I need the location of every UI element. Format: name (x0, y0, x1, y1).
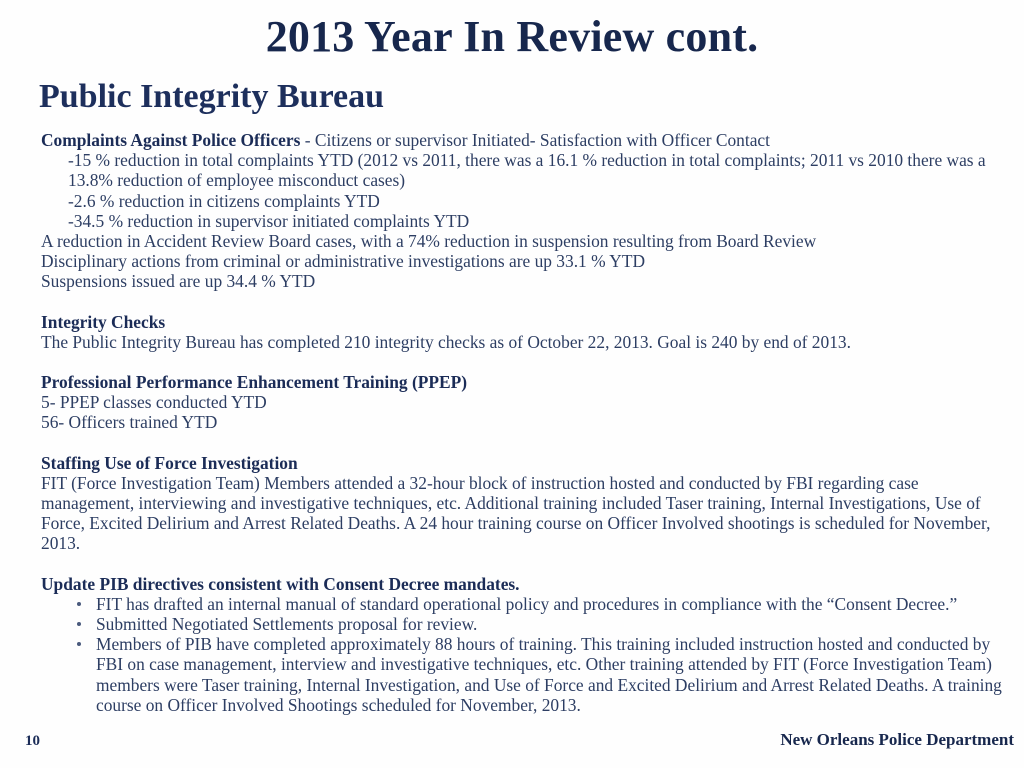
bullet-dot-icon (77, 622, 81, 626)
list-item-text: Submitted Negotiated Settlements proposal for review. (96, 614, 478, 635)
ppep-classes-line: 5- PPEP classes conducted YTD (41, 392, 267, 413)
accident-review-board-line: A reduction in Accident Review Board cases, with a 74% reduction in suspension resulting from Board Review (41, 231, 817, 252)
list-item-text: FIT has drafted an internal manual of standard operational policy and procedures in compliance with the “Consent Decree.” (96, 593, 958, 614)
suspensions-issued-line: Suspensions issued are up 34.4 % YTD (41, 271, 316, 292)
complaints-sub-line-2: -2.6 % reduction in citizens complaints YTD (68, 190, 380, 211)
complaints-heading-tail: - Citizens or supervisor Initiated- Satisfaction with Officer Contact (300, 130, 770, 150)
spacer-3 (41, 433, 1003, 453)
department-footer: New Orleans Police Department (780, 730, 1014, 749)
complaints-heading: Complaints Against Police Officers (41, 130, 301, 150)
slide-subtitle: Public Integrity Bureau (39, 78, 385, 115)
bullet-dot-icon (77, 602, 81, 606)
integrity-checks-heading: Integrity Checks (41, 311, 166, 332)
spacer-4 (41, 554, 1003, 574)
ppep-officers-line: 56- Officers trained YTD (41, 412, 218, 433)
complaints-sub-line-3: -34.5 % reduction in supervisor initiated complaints YTD (68, 210, 470, 231)
list-item (73, 614, 1003, 634)
directives-heading: Update PIB directives consistent with Consent Decree mandates. (41, 573, 520, 594)
ppep-heading: Professional Performance Enhancement Training (PPEP) (41, 372, 468, 393)
complaints-heading-line (41, 130, 1003, 150)
integrity-checks-line: The Public Integrity Bureau has completed 210 integrity checks as of October 22, 2013. Goal is 240 by end of 2013. (41, 331, 851, 352)
complaints-sub-line-1: -15 % reduction in total complaints YTD (2012 vs 2011, there was a 16.1 % reduction in total complaints; 2011 vs 2010 there was a 13.8% reduction of employee misconduct cases) (68, 150, 986, 191)
disciplinary-actions-line: Disciplinary actions from criminal or administrative investigations are up 33.1 % YTD (41, 251, 646, 272)
staffing-heading: Staffing Use of Force Investigation (41, 452, 298, 473)
slide-title: 2013 Year In Review cont. (265, 12, 759, 61)
list-item (73, 594, 1003, 614)
bullet-dot-icon (77, 642, 81, 646)
list-item-text: Members of PIB have completed approximately 88 hours of training. This training included instruction hosted and conducted by FBI on case management, interview and investigative techniques, etc. Other training attended by FIT (Force Investigation Team) members were Taser training, Internal Investigation, and Use of Force and Excited Delirium and Arrest Related Deaths. A training course on Officer Involved Shootings scheduled for November, 2013. (96, 634, 1002, 715)
directives-bullet-list (41, 594, 1003, 715)
list-item (73, 634, 1003, 715)
slide-body (41, 130, 1003, 715)
spacer-2 (41, 352, 1003, 372)
page-number: 10 (25, 733, 40, 749)
spacer-1 (41, 292, 1003, 312)
staffing-paragraph: FIT (Force Investigation Team) Members attended a 32-hour block of instruction hosted and conducted by FBI regarding case management, interviewing and investigative techniques, etc. Additional training included Taser training, Internal Investigations, Use of Force, Excited Delirium and Arrest Related Deaths. A 24 hour training course on Officer Involved shootings is scheduled for November, 2013. (41, 472, 991, 554)
